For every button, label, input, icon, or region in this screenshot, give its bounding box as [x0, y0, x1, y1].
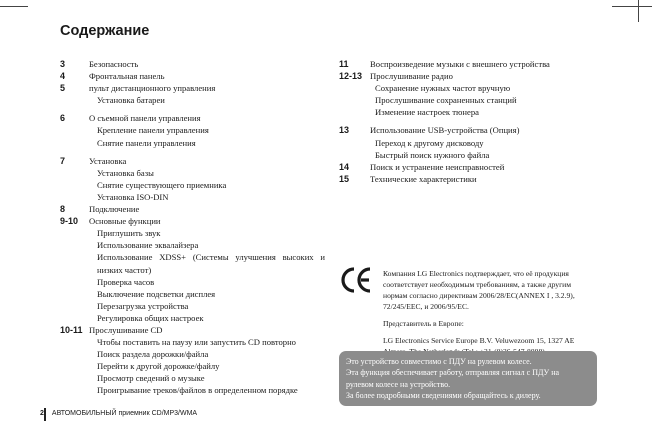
toc-subentry: Установка ISO-DIN	[97, 191, 169, 202]
toc-subentry: Проверка часов	[97, 276, 155, 287]
toc-entry[interactable]	[60, 155, 330, 203]
toc-page-number: 10-11	[60, 324, 83, 335]
toc-entry-label: Фронтальная панель	[89, 71, 165, 82]
notice-line: За более подробными сведениями обращайтесь к дилеру.	[346, 390, 541, 400]
toc-subentry: Прослушивание сохраненных станций	[375, 95, 517, 106]
toc-entry-label: Подключение	[89, 204, 140, 215]
toc-subentry: Просмотр сведений о музыке	[97, 373, 205, 384]
toc-entry-label: Безопасность	[89, 59, 139, 69]
notice-line: Это устройство совместимо с ПДУ на рулевом колесе.	[346, 357, 532, 366]
ce-mark-icon	[339, 265, 373, 295]
toc-page-number: 4	[60, 71, 66, 82]
toc-page-number: 7	[60, 155, 66, 166]
crop-mark	[0, 6, 28, 7]
toc-subentry: Чтобы поставить на паузу или запустить CD повторно	[97, 337, 296, 348]
toc-entry[interactable]	[339, 58, 639, 70]
toc-entry[interactable]	[60, 112, 330, 148]
footer-product-name: АВТОМОБИЛЬНЫЙ приемник CD/MP3/WMA	[51, 410, 198, 417]
toc-entry-label: Использование USB-устройства (Опция)	[370, 125, 520, 136]
toc-page-number: 15	[339, 173, 350, 184]
toc-subentry: Быстрый поиск нужного файла	[375, 149, 490, 160]
toc-subentry: Снятие панели управления	[97, 137, 196, 148]
toc-entry-label: Поиск и устранение неисправностей	[370, 161, 505, 172]
toc-entry[interactable]	[339, 173, 639, 185]
toc-entry[interactable]	[60, 324, 330, 397]
toc-subentry: Изменение настроек тюнера	[375, 107, 479, 118]
toc-subentry: Установка батареи	[97, 95, 165, 106]
toc-page-number: 13	[339, 125, 350, 136]
toc-entry-label: Прослушивание радио	[370, 71, 453, 82]
toc-entry[interactable]	[60, 215, 330, 324]
toc-subentry: Сохранение нужных частот вручную	[375, 83, 511, 94]
crop-mark	[638, 0, 639, 22]
toc-page-number: 9-10	[60, 216, 79, 227]
toc-entry-label: Основные функции	[89, 216, 161, 227]
toc-page-number: 8	[60, 204, 66, 215]
toc-entry-label: Воспроизведение музыки с внешнего устройства	[370, 59, 550, 69]
toc-page-number: 14	[339, 161, 350, 172]
toc-subentry: Выключение подсветки дисплея	[97, 288, 216, 299]
eu-representative-address: LG Electronics Service Europe B.V. Veluwezoom 15, 1327 AE	[383, 336, 575, 345]
ce-declaration-text: Компания LG Electronics подтверждает, что её продукция соответствует необходимым требованиям, а также другим нормам согласно директивам 2006/28/EC(ANNEX I , 3.2.9), 72/245/EEC, и 2006/95/EC.	[383, 269, 575, 311]
notice-line: Эта функция обеспечивает работу, отправляя сигнал с ПДУ на	[346, 368, 560, 378]
toc-page-number: 6	[60, 113, 66, 124]
toc-entry[interactable]	[339, 161, 639, 173]
toc-subentry: Перезагрузка устройства	[97, 300, 189, 311]
footer-page-number: 2	[40, 410, 44, 417]
toc-entry[interactable]	[60, 203, 330, 215]
toc-entry-label: пульт дистанционного управления	[89, 83, 216, 94]
toc-entry-label: Технические характеристики	[370, 173, 477, 184]
toc-entry[interactable]	[339, 124, 639, 160]
ce-declaration	[383, 268, 593, 363]
toc-subentry: Перейти к другой дорожке/файлу	[97, 361, 220, 372]
toc-entry-label: Прослушивание CD	[89, 324, 163, 335]
toc-subentry: Установка базы	[97, 167, 154, 178]
page-footer	[40, 410, 197, 417]
toc-entry-label: О съемной панели управления	[89, 113, 201, 124]
eu-representative-label: Представитель в Европе:	[383, 319, 464, 328]
toc-subentry: Снятие существующего приемника	[97, 179, 227, 190]
steering-remote-notice	[339, 351, 597, 406]
toc-subentry: Крепление панели управления	[97, 125, 209, 136]
toc-page-number: 12-13	[339, 71, 363, 82]
toc-subentry: Переход к другому дисководу	[375, 137, 484, 148]
toc-right-column	[339, 58, 639, 185]
toc-left-column	[60, 58, 330, 397]
toc-entry[interactable]	[60, 82, 330, 106]
toc-entry-label: Установка	[89, 155, 127, 166]
toc-subentry: Использование XDSS+ (Системы улучшения высоких и низких частот)	[97, 252, 325, 275]
toc-page-number: 11	[339, 59, 349, 69]
toc-entry[interactable]	[339, 70, 639, 118]
toc-subentry: Использование эквалайзера	[97, 240, 199, 251]
toc-subentry: Приглушить звук	[97, 228, 161, 239]
toc-page-number: 3	[60, 59, 66, 69]
notice-line: рулевом колесе на устройство.	[346, 379, 451, 389]
toc-page-number: 5	[60, 83, 66, 94]
toc-entry[interactable]	[60, 70, 330, 82]
toc-subentry: Регулировка общих настроек	[97, 312, 204, 323]
page-title: Содержание	[60, 23, 150, 39]
toc-entry[interactable]	[60, 58, 330, 70]
crop-mark	[612, 6, 652, 7]
toc-subentry: Проигрывание треков/файлов в определенном порядке	[97, 385, 298, 396]
toc-subentry: Поиск раздела дорожки/файла	[97, 349, 209, 360]
